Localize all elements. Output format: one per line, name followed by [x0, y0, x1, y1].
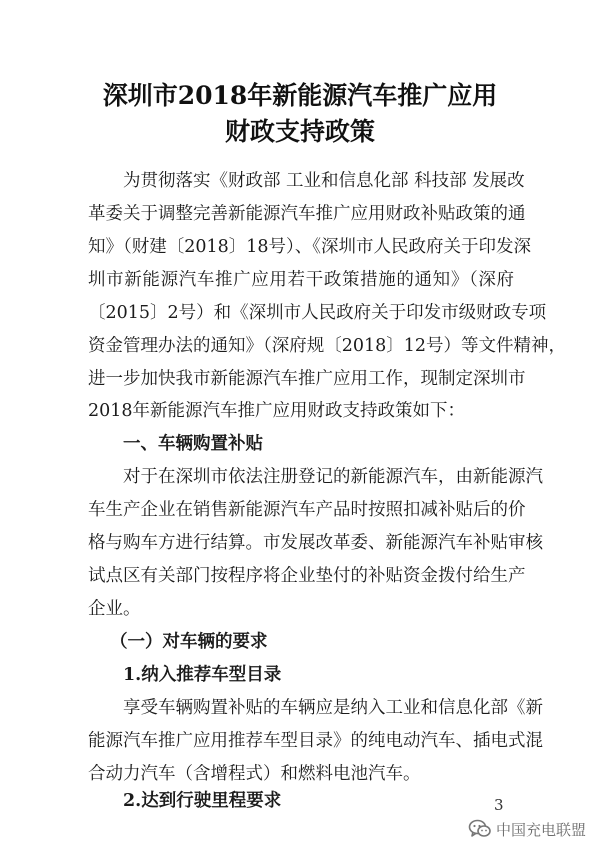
- item-heading: 1.纳入推荐车型目录: [123, 665, 282, 685]
- paragraph-line: 2018年新能源汽车推广应用财政支持政策如下：: [88, 401, 466, 421]
- watermark: [468, 816, 586, 842]
- paragraph-line: 资金管理办法的通知》（深府规〔2018〕12号）等文件精神，: [88, 336, 567, 356]
- subsection-heading: （一）对车辆的要求: [110, 632, 268, 652]
- item-heading: 2.达到行驶里程要求: [123, 791, 282, 811]
- paragraph-line: 革委关于调整完善新能源汽车推广应用财政补贴政策的通: [88, 204, 526, 224]
- title-line-2: 财政支持政策: [224, 117, 375, 146]
- document-title: [0, 78, 600, 150]
- paragraph-line: 为贯彻落实《财政部 工业和信息化部 科技部 发展改: [123, 171, 525, 191]
- paragraph-line: 试点区有关部门按程序将企业垫付的补贴资金拨付给生产: [88, 566, 526, 586]
- paragraph-line: 格与购车方进行结算。市发展改革委、新能源汽车补贴审核: [88, 533, 543, 553]
- paragraph-line: 享受车辆购置补贴的车辆应是纳入工业和信息化部《新: [123, 698, 543, 718]
- paragraph-line: 能源汽车推广应用推荐车型目录》的纯电动汽车、插电式混: [88, 731, 543, 751]
- paragraph-line: 圳市新能源汽车推广应用若干政策措施的通知》（深府: [88, 270, 514, 290]
- section-heading: 一、车辆购置补贴: [123, 434, 263, 454]
- paragraph-line: 车生产企业在销售新能源汽车产品时按照扣减补贴后的价: [88, 500, 526, 520]
- wechat-icon: [468, 818, 492, 840]
- title-line-1: 深圳市2018年新能源汽车推广应用: [102, 81, 498, 110]
- watermark-text: 中国充电联盟: [496, 820, 587, 839]
- paragraph-line: 〔2015〕2号）和《深圳市人民政府关于印发市级财政专项: [88, 303, 547, 323]
- paragraph-line: 企业。: [88, 599, 141, 619]
- page-number: 3: [494, 796, 504, 814]
- paragraph-line: 对于在深圳市依法注册登记的新能源汽车，由新能源汽: [123, 467, 543, 487]
- paragraph-line: 合动力汽车（含增程式）和燃料电池汽车。: [88, 764, 421, 784]
- paragraph-line: 进一步加快我市新能源汽车推广应用工作，现制定深圳市: [88, 369, 526, 389]
- paragraph-line: 知》（财建〔2018〕18号）、《深圳市人民政府关于印发深: [88, 237, 532, 257]
